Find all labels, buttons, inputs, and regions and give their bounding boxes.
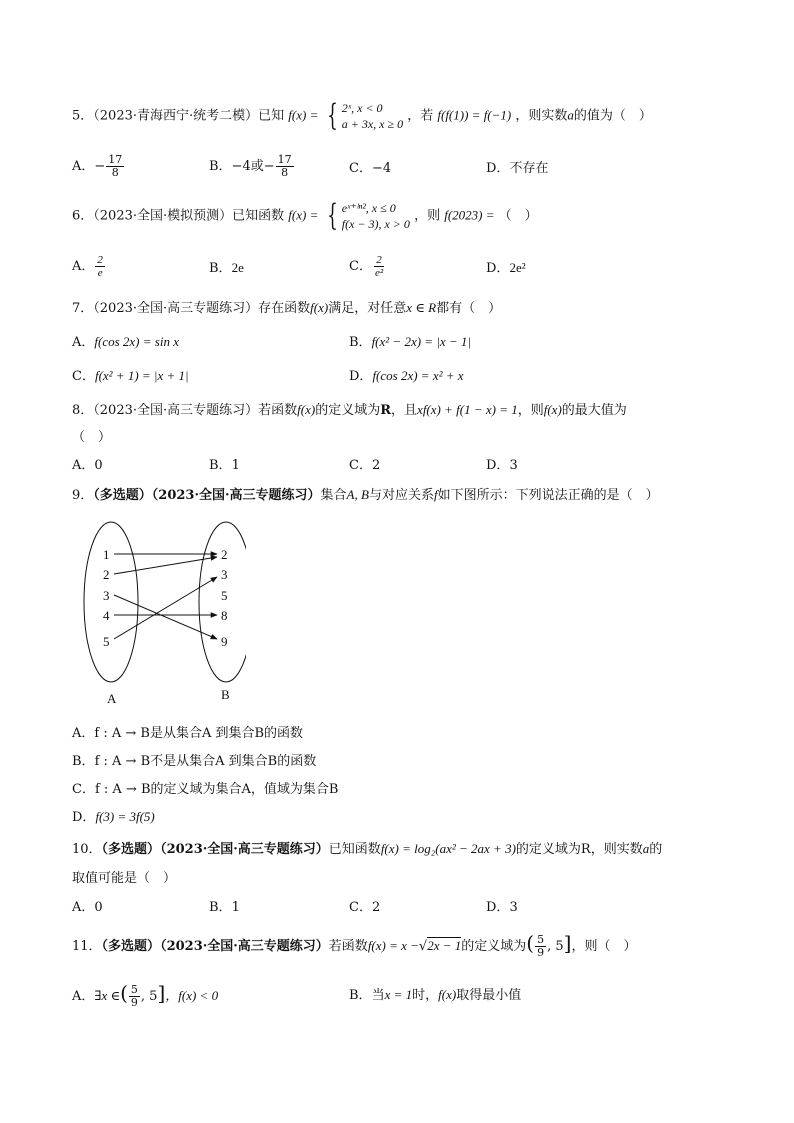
- set-a-element: 4: [103, 608, 110, 623]
- question-number: 5．: [72, 108, 94, 124]
- set-a-label: A: [107, 691, 117, 706]
- q6-option-c: C． $\frac{2}{\text{e²}}$: [349, 254, 384, 279]
- set-b-element: 3: [221, 567, 228, 582]
- question-number: 10．: [72, 842, 102, 857]
- set-b-element: 2: [221, 547, 228, 562]
- interval-close-bracket: ]: [563, 931, 572, 955]
- fraction: $\frac{17}{8}$: [277, 153, 292, 179]
- fraction: $\frac{2}{\text{e²}}$: [374, 254, 384, 279]
- set-b-element: 9: [221, 634, 228, 649]
- question-tag: （多选题）: [101, 842, 161, 857]
- question-number: 6．: [72, 208, 94, 224]
- q5-option-a: A．− $\frac{17}{8}$: [72, 153, 123, 179]
- question-source: （2023·全国·模拟预测）: [93, 208, 233, 224]
- q8-option-b: B．1: [209, 458, 240, 473]
- arrow-3-to-9: [114, 595, 217, 639]
- q5-option-c: C．−4: [349, 161, 392, 176]
- question-6: 6．（2023·全国·模拟预测）已知函数 f(x) = { eˣ⁺ˡⁿ², x ≤ 0 f(x − 3), x > 0 ，则 f(2023) = （ ）: [72, 198, 538, 233]
- q8-option-d: D．3: [486, 458, 518, 473]
- q8-option-c: C．2: [349, 458, 381, 473]
- brace-symbol: {: [326, 198, 338, 233]
- q10-option-b: B．1: [209, 900, 240, 915]
- interval-open-paren: (: [526, 931, 535, 955]
- set-a-element: 1: [103, 547, 110, 562]
- fraction: $\frac{2}{e}$: [97, 254, 103, 279]
- q9-option-b: B．f : A → B不是从集合A 到集合B的函数: [72, 754, 317, 769]
- q10-option-d: D．3: [486, 900, 518, 915]
- fraction: $\frac{5}{9}$: [537, 933, 545, 959]
- question-9: 9．（多选题）（2023·全国·高三专题练习）集合A, B与对应关系f如下图所示：下列说法正确的是（ ）: [72, 487, 659, 503]
- sqrt-symbol: √: [418, 939, 428, 954]
- piecewise-cases: 2ˣ, x < 0 a + 3x, x ≥ 0: [341, 101, 404, 131]
- set-b-label: B: [221, 687, 230, 702]
- piecewise-cases: eˣ⁺ˡⁿ², x ≤ 0 f(x − 3), x > 0: [341, 201, 410, 231]
- question-8: 8．（2023·全国·高三专题练习）若函数f(x)的定义域为R，且xf(x) + f(1 − x) = 1，则f(x)的最大值为: [72, 402, 627, 418]
- q8-option-a: A．0: [72, 458, 103, 473]
- question-number: 11．: [72, 939, 102, 954]
- question-source: （2023·全国·高三专题练习）: [151, 488, 321, 503]
- set-b-element: 5: [221, 588, 228, 603]
- q6-option-b: B．2e: [209, 260, 244, 276]
- question-number: 7．: [72, 301, 94, 316]
- question-number: 9．: [72, 488, 94, 503]
- mapping-diagram: [76, 517, 246, 707]
- interval-close-bracket: ]: [157, 981, 166, 1005]
- sqrt-radicand: 2x − 1: [427, 938, 462, 953]
- question-8-paren: （ ）: [72, 430, 112, 445]
- q11-option-a: A．∃x ∈( $\frac{5}{9}$ , 5]，f(x) < 0: [72, 981, 219, 1009]
- q6-option-a: A． $\frac{2}{e}$: [72, 254, 103, 279]
- q7-option-c: C．f(x² + 1) = |x + 1|: [72, 368, 189, 384]
- q10-option-c: C．2: [349, 900, 381, 915]
- question-5: 5．（2023·青海西宁·统考二模）已知 f(x) = { 2ˣ, x < 0 a + 3x, x ≥ 0 ，若 f(f(1)) = f(−1) ，则实数a的值为（ ）: [72, 98, 652, 133]
- q5-option-b: B．−4或− $\frac{17}{8}$: [209, 153, 292, 179]
- question-number: 8．: [72, 403, 94, 418]
- q7-option-d: D．f(cos 2x) = x² + x: [349, 368, 464, 384]
- question-source: （2023·全国·高三专题练习）: [160, 842, 329, 857]
- question-11: 11．（多选题）（2023·全国·高三专题练习）若函数f(x) = x −√2x − 1的定义域为( $\frac{5}{9}$ , 5]，则（ ）: [72, 931, 637, 959]
- question-source: （2023·全国·高三专题练习）: [160, 939, 329, 954]
- q10-option-a: A．0: [72, 900, 103, 915]
- set-a-element: 3: [103, 588, 110, 603]
- q11-option-b: B．当x = 1时，f(x)取得最小值: [349, 987, 522, 1003]
- question-7: 7．（2023·全国·高三专题练习）存在函数f(x)满足，对任意x ∈ R都有（ ）: [72, 300, 502, 316]
- arrow-5-to-3: [114, 577, 217, 639]
- q6-option-d: D．2e²: [486, 260, 526, 276]
- q7-option-b: B．f(x² − 2x) = |x − 1|: [349, 334, 472, 350]
- brace-symbol: {: [326, 98, 338, 133]
- set-a-element: 2: [103, 567, 110, 582]
- question-tag: （多选题）: [93, 488, 152, 503]
- question-10-line2: 取值可能是（ ）: [72, 871, 177, 886]
- q5-option-d: D．不存在: [486, 161, 549, 176]
- question-source: （2023·青海西宁·统考二模）: [93, 108, 259, 124]
- fraction: $\frac{5}{9}$: [130, 983, 138, 1009]
- question-source: （2023·全国·高三专题练习）: [93, 403, 259, 418]
- fraction: $\frac{17}{8}$: [108, 153, 123, 179]
- question-10: 10．（多选题）（2023·全国·高三专题练习）已知函数f(x) = log₂(ax² − 2ax + 3)的定义域为R，则实数a的: [72, 841, 663, 857]
- question-tag: （多选题）: [101, 939, 161, 954]
- set-a-element: 5: [103, 634, 110, 649]
- q9-option-a: A．f : A → B是从集合A 到集合B的函数: [72, 726, 304, 741]
- q9-option-c: C．f : A → B的定义域为集合A，值域为集合B: [72, 782, 339, 797]
- question-source: （2023·全国·高三专题练习）: [93, 301, 259, 316]
- interval-open-paren: (: [120, 981, 128, 1005]
- set-b-element: 8: [221, 608, 228, 623]
- q7-option-a: A．f(cos 2x) = sin x: [72, 334, 179, 350]
- q9-option-d: D．f(3) = 3f(5): [72, 809, 155, 825]
